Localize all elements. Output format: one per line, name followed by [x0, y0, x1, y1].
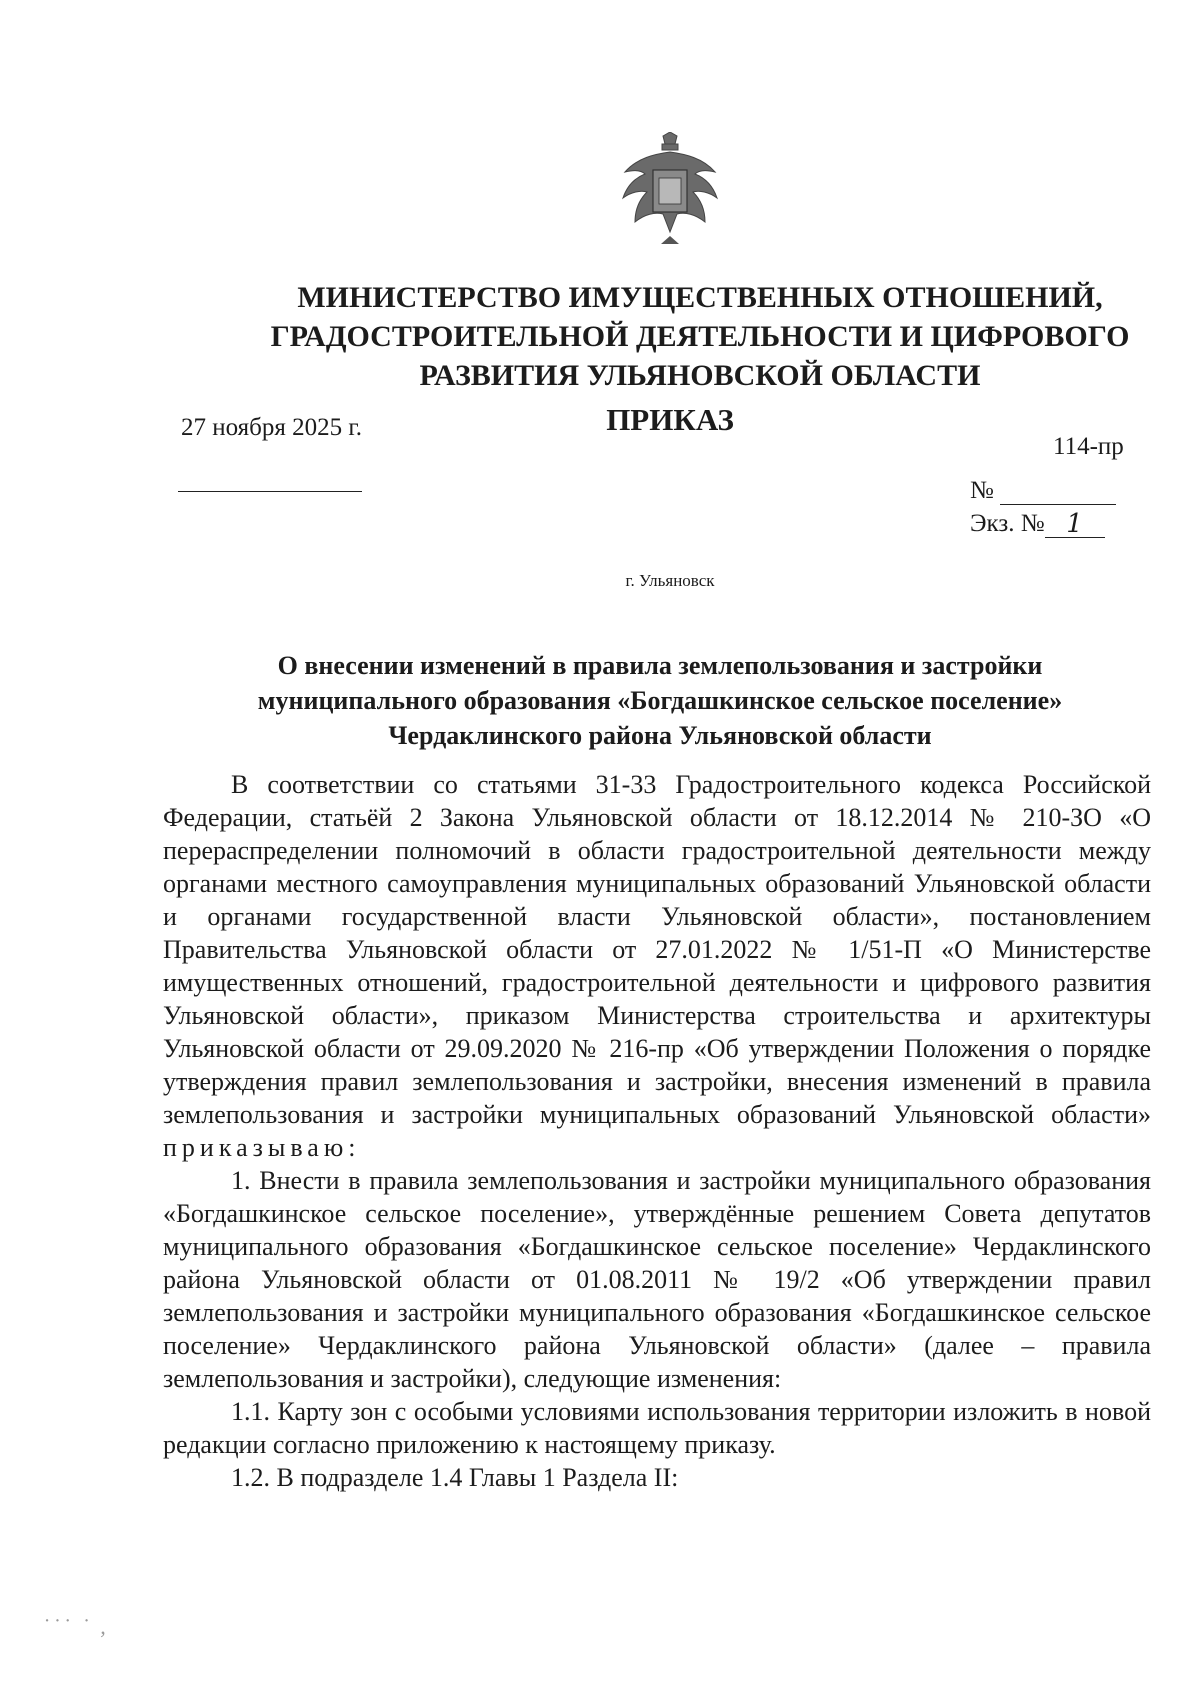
preamble-paragraph	[163, 768, 1151, 1164]
number-field	[970, 477, 1116, 505]
preamble-text: В соответствии со статьями 31-33 Градостроительного кодекса Российской Федерации, статьёй 2 Закона Ульяновской области от 18.12.2014 № 210-ЗО «О перераспределении полномочий в области градостроительной деятельности между органами местного самоуправления муниципальных образований Ульяновской области и органами государственной власти Ульяновской области», постановлением Правительства Ульяновской области от 27.01.2022 № 1/51-П «О Министерстве имущественных отношений, градостроительной деятельности и цифрового развития Ульяновской области», приказом Министерства строительства и архитектуры Ульяновской области от 29.09.2020 № 216-пр «Об утверждении Положения о порядке утверждения правил землепользования и застройки, внесения изменений в правила землепользования и застройки муниципальных образований Ульяновской области»	[163, 770, 1151, 1129]
order-word: приказываю:	[163, 1133, 361, 1162]
copy-label: Экз. №	[970, 510, 1045, 537]
ministry-line-1: МИНИСТЕРСТВО ИМУЩЕСТВЕННЫХ ОТНОШЕНИЙ,	[297, 281, 1103, 314]
order-number: 114-пр	[1053, 433, 1124, 460]
ulyanovsk-region-coat-of-arms-icon	[615, 132, 725, 250]
ministry-header	[270, 278, 1130, 395]
ministry-line-3: РАЗВИТИЯ УЛЬЯНОВСКОЙ ОБЛАСТИ	[419, 359, 981, 392]
order-body	[163, 768, 1151, 1494]
city-line: г. Ульяновск	[625, 571, 715, 590]
copy-number: 1	[1045, 511, 1105, 538]
number-label: №	[970, 477, 994, 504]
document-type-title: ПРИКАЗ	[606, 402, 734, 437]
item-1-1-paragraph: 1.1. Карту зон с особыми условиями использования территории изложить в новой редакции согласно приложению к настоящему приказу.	[163, 1397, 1151, 1459]
order-date: 27 ноября 2025 г.	[181, 414, 363, 441]
margin-scan-mark: ˙˙˙ ˙ ,	[42, 1614, 109, 1639]
subject-line-1: О внесении изменений в правила землепользования и застройки	[277, 651, 1043, 680]
date-underline	[178, 491, 362, 492]
order-subject	[200, 648, 1120, 753]
subject-line-3: Чердаклинского района Ульяновской области	[388, 721, 932, 750]
copy-field	[970, 510, 1105, 538]
subject-line-2: муниципального образования «Богдашкинское сельское поселение»	[257, 686, 1063, 715]
ministry-line-2: ГРАДОСТРОИТЕЛЬНОЙ ДЕЯТЕЛЬНОСТИ И ЦИФРОВОГО	[270, 320, 1130, 353]
number-blank-line	[1000, 480, 1116, 505]
item-1-paragraph: 1. Внести в правила землепользования и застройки муниципального образования «Богдашкинское сельское поселение», утверждённые решением Совета депутатов муниципального образования «Богдашкинское сельское поселение» Чердаклинского района Ульяновской области от 01.08.2011 № 19/2 «Об утверждении правил землепользования и застройки муниципального образования «Богдашкинское сельское поселение» Чердаклинского района Ульяновской области» (далее – правила землепользования и застройки), следующие изменения:	[163, 1166, 1151, 1393]
item-1-2-paragraph: 1.2. В подразделе 1.4 Главы 1 Раздела II:	[231, 1463, 679, 1492]
